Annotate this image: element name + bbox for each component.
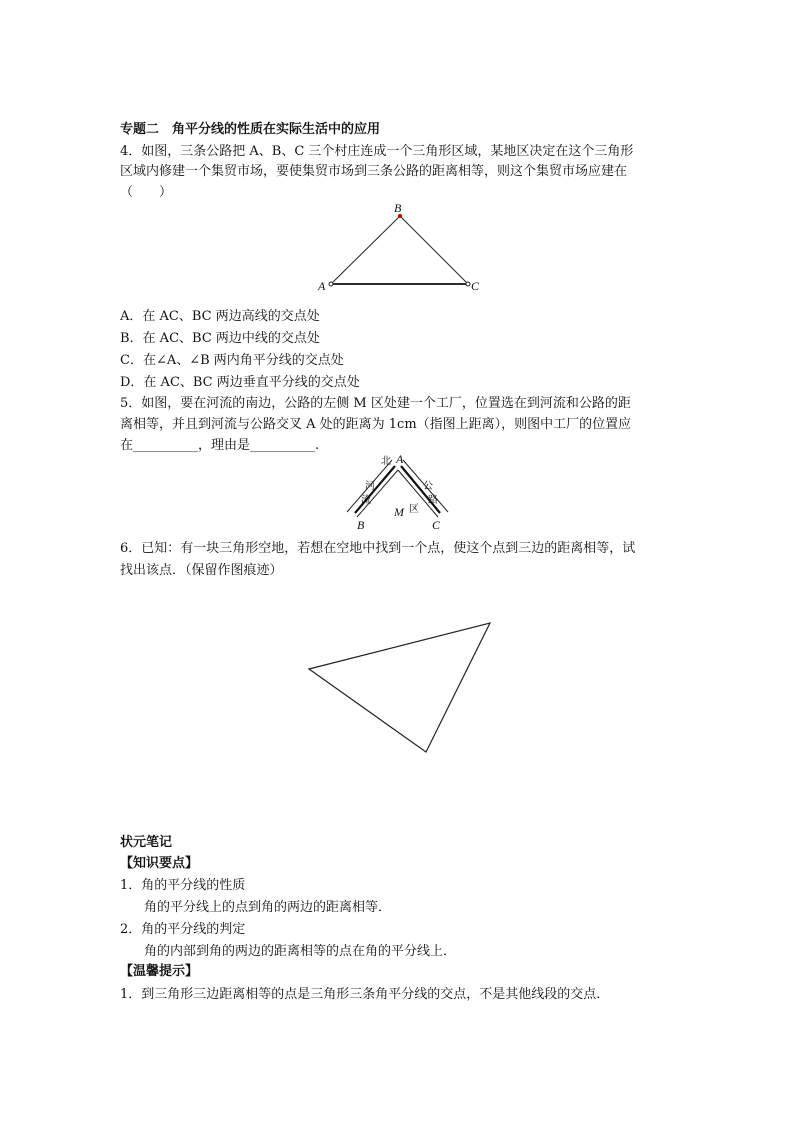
q4-label-c: C <box>471 279 480 293</box>
q4-option-d: D．在 AC、BC 两边垂直平分线的交点处 <box>120 375 360 390</box>
knowledge-item-2-body: 角的内部到角的两边的距离相等的点在角的平分线上． <box>144 944 457 959</box>
q5-text-line2: 离相等，并且到河流与公路交叉 A 处的距离为 1cm（指图上距离），则图中工厂的位置应 <box>120 417 632 432</box>
knowledge-item-1-title: 1．角的平分线的性质 <box>120 878 246 893</box>
q6-text-line2: 找出该点．（保留作图痕迹） <box>120 563 283 578</box>
q4-option-b: B．在 AC、BC 两边中线的交点处 <box>120 331 320 346</box>
q5-label-c: C <box>432 518 441 532</box>
q5-text-line3: 在__________，理由是__________. <box>120 438 320 453</box>
q5-label-river-2: 流 <box>361 495 371 506</box>
knowledge-heading: 【知识要点】 <box>120 856 199 871</box>
q6-text-line1: 6．已知：有一块三角形空地，若想在空地中找到一个点，使这个点到三边的距离相等，试 <box>120 541 636 556</box>
section-title: 专题二 角平分线的性质在实际生活中的应用 <box>120 122 381 137</box>
tip-item-1: 1．到三角形三边距离相等的点是三角形三条角平分线的交点，不是其他线段的交点． <box>120 987 610 1002</box>
q4-text-line2: 区域内修建一个集贸市场，要使集贸市场到三条公路的距离相等，则这个集贸市场应建在 <box>120 164 628 179</box>
q5-label-north: 北 <box>381 456 391 467</box>
q4-label-a: A <box>318 279 326 293</box>
knowledge-item-2-title: 2．角的平分线的判定 <box>120 922 246 937</box>
q5-label-b: B <box>357 518 365 532</box>
notes-title: 状元笔记 <box>120 835 173 850</box>
q5-label-road-2: 路 <box>428 495 438 506</box>
q5-label-a: A <box>396 452 404 466</box>
tips-heading: 【温馨提示】 <box>120 964 199 979</box>
q4-answer-blank: （ ） <box>120 185 173 200</box>
q5-label-m: M <box>394 505 404 519</box>
q5-label-qu: 区 <box>409 504 419 515</box>
q4-option-a: A．在 AC、BC 两边高线的交点处 <box>120 309 320 324</box>
knowledge-item-1-body: 角的平分线上的点到角的两边的距离相等． <box>144 900 392 915</box>
q4-option-c: C．在∠A、∠B 两内角平分线的交点处 <box>120 353 344 368</box>
q6-triangle <box>309 623 490 752</box>
q4-text-line1: 4．如图，三条公路把 A、B、C 三个村庄连成一个三角形区域，某地区决定在这个三角形 <box>120 144 634 159</box>
q5-text-line1: 5．如图，要在河流的南边，公路的左侧 M 区处建一个工厂，位置选在到河流和公路的距 <box>120 396 631 411</box>
q5-label-road-1: 公 <box>423 481 433 492</box>
q4-label-b: B <box>394 201 402 215</box>
q5-label-river-1: 河 <box>365 481 375 492</box>
